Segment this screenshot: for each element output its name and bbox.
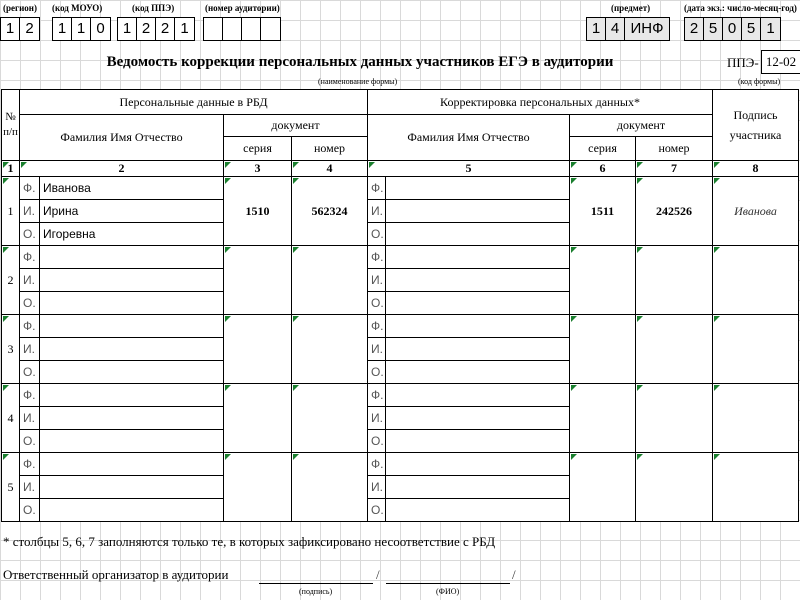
ppe-digit-cell: 1 bbox=[180, 20, 189, 37]
cell-marker bbox=[369, 162, 375, 168]
mouo-digit-cell: 1 bbox=[53, 18, 72, 40]
col-index: 4 bbox=[292, 161, 368, 177]
corr-fio-label: Ф. bbox=[368, 315, 386, 338]
corr-fio-label: О. bbox=[368, 223, 386, 246]
sign-caption: (подпись) bbox=[299, 587, 333, 596]
corr-fio-value[interactable] bbox=[386, 476, 570, 499]
exam-date-boxes bbox=[684, 17, 781, 41]
cell-marker bbox=[225, 385, 231, 391]
corr-fio-value[interactable] bbox=[386, 384, 570, 407]
cell-marker bbox=[225, 247, 231, 253]
rbd-fio-value bbox=[40, 453, 224, 476]
rbd-number-value bbox=[292, 453, 368, 522]
rbd-fio-label: Ф. bbox=[20, 384, 40, 407]
correction-table bbox=[1, 89, 799, 522]
region-code-boxes bbox=[0, 17, 40, 41]
col-index: 1 bbox=[2, 161, 20, 177]
col-index: 8 bbox=[713, 161, 799, 177]
row-number: 4 bbox=[2, 384, 20, 453]
mouo-label: (код МОУО) bbox=[52, 3, 103, 13]
ppe-label: (код ППЭ) bbox=[132, 3, 175, 13]
date-digit-cell: 1 bbox=[766, 20, 775, 37]
cell-marker bbox=[637, 316, 643, 322]
fio-caption: (ФИО) bbox=[436, 587, 460, 596]
row-number: 3 bbox=[2, 315, 20, 384]
cell-marker bbox=[571, 162, 577, 168]
rbd-fio-value: Игоревна bbox=[40, 223, 224, 246]
rbd-series-header: серия bbox=[224, 137, 292, 161]
cell-marker bbox=[637, 178, 643, 184]
rbd-fio-label: О. bbox=[20, 223, 40, 246]
cell-marker bbox=[571, 385, 577, 391]
region-label: (регион) bbox=[3, 3, 37, 13]
corr-fio-value[interactable] bbox=[386, 315, 570, 338]
cell-marker bbox=[225, 454, 231, 460]
cell-marker bbox=[637, 454, 643, 460]
participant-signature[interactable] bbox=[713, 246, 799, 315]
region-digit-cell: 1 bbox=[1, 18, 20, 40]
corr-fio-label: О. bbox=[368, 430, 386, 453]
participant-row bbox=[2, 246, 799, 269]
participant-row bbox=[2, 315, 799, 338]
corr-fio-label: Ф. bbox=[368, 177, 386, 200]
corr-fio-value[interactable] bbox=[386, 246, 570, 269]
cell-marker bbox=[714, 454, 720, 460]
rbd-number-value: 562324 bbox=[292, 177, 368, 246]
corr-fio-value[interactable] bbox=[386, 200, 570, 223]
ppe-digit-cell: 1 bbox=[118, 18, 137, 40]
rbd-fio-value: Ирина bbox=[40, 200, 224, 223]
participant-row bbox=[2, 177, 799, 200]
mouo-code-boxes bbox=[52, 17, 111, 41]
rbd-document-header: документ bbox=[224, 115, 368, 137]
corr-fio-value[interactable] bbox=[386, 453, 570, 476]
rbd-fio-label: О. bbox=[20, 361, 40, 384]
corr-fio-value[interactable] bbox=[386, 361, 570, 384]
col-num-header: № п/п bbox=[2, 90, 20, 161]
corr-fio-value[interactable] bbox=[386, 338, 570, 361]
rbd-fio-label: Ф. bbox=[20, 453, 40, 476]
col-index: 3 bbox=[224, 161, 292, 177]
mouo-digit-cell: 1 bbox=[72, 18, 91, 40]
rbd-series-value bbox=[224, 453, 292, 522]
cell-marker bbox=[714, 162, 720, 168]
participant-signature[interactable] bbox=[713, 453, 799, 522]
cell-marker bbox=[571, 178, 577, 184]
corr-series-value[interactable] bbox=[570, 384, 636, 453]
rbd-fio-value bbox=[40, 361, 224, 384]
corr-fio-label: Ф. bbox=[368, 453, 386, 476]
corr-series-value[interactable] bbox=[570, 315, 636, 384]
region-digit-cell: 2 bbox=[25, 20, 34, 37]
signature-line[interactable] bbox=[259, 583, 373, 584]
cell-marker bbox=[21, 162, 27, 168]
date-digit-cell: 2 bbox=[685, 18, 704, 40]
cell-marker bbox=[3, 247, 9, 253]
room-number-boxes[interactable] bbox=[203, 17, 281, 41]
corr-fio-label: И. bbox=[368, 476, 386, 499]
rbd-fio-label: О. bbox=[20, 499, 40, 522]
cell-marker bbox=[637, 162, 643, 168]
exam-date-label: (дата экз.: число-месяц-год) bbox=[684, 3, 797, 13]
cell-marker bbox=[293, 247, 299, 253]
cell-marker bbox=[293, 162, 299, 168]
rbd-fio-value: Иванова bbox=[40, 177, 224, 200]
rbd-number-header: номер bbox=[292, 137, 368, 161]
corr-fio-value[interactable] bbox=[386, 223, 570, 246]
footnote: * столбцы 5, 6, 7 заполняются только те, в которых зафиксировано несоответствие с РБД bbox=[3, 534, 496, 549]
corr-number-value[interactable] bbox=[636, 246, 713, 315]
row-number: 5 bbox=[2, 453, 20, 522]
cell-marker bbox=[714, 385, 720, 391]
row-number: 2 bbox=[2, 246, 20, 315]
corr-fio-value[interactable] bbox=[386, 292, 570, 315]
corr-number-value[interactable]: 242526 bbox=[636, 177, 713, 246]
corr-number-value[interactable] bbox=[636, 315, 713, 384]
participant-row bbox=[2, 384, 799, 407]
cell-marker bbox=[293, 454, 299, 460]
participant-signature[interactable] bbox=[713, 384, 799, 453]
date-digit-cell: 5 bbox=[742, 18, 761, 40]
rbd-number-value bbox=[292, 384, 368, 453]
corr-fio-header: Фамилия Имя Отчество bbox=[368, 115, 570, 161]
corr-fio-label: И. bbox=[368, 269, 386, 292]
rbd-fio-value bbox=[40, 315, 224, 338]
rbd-fio-label: И. bbox=[20, 200, 40, 223]
slash-separator: / bbox=[512, 567, 516, 582]
form-code-box: 12-02 bbox=[761, 50, 800, 74]
slash-separator: / bbox=[376, 567, 380, 582]
cell-marker bbox=[3, 385, 9, 391]
col-index: 5 bbox=[368, 161, 570, 177]
corr-document-header: документ bbox=[570, 115, 713, 137]
rbd-fio-label: И. bbox=[20, 476, 40, 499]
cell-marker bbox=[714, 316, 720, 322]
corr-series-value[interactable] bbox=[570, 246, 636, 315]
cell-marker bbox=[3, 162, 9, 168]
participant-signature[interactable]: Иванова bbox=[713, 177, 799, 246]
corr-series-header: серия bbox=[570, 137, 636, 161]
form-title: Ведомость коррекции персональных данных участников ЕГЭ в аудитории bbox=[106, 54, 614, 70]
cell-marker bbox=[3, 178, 9, 184]
rbd-fio-value bbox=[40, 269, 224, 292]
form-code-caption: (код формы) bbox=[738, 77, 781, 86]
col-index: 6 bbox=[570, 161, 636, 177]
rbd-fio-value bbox=[40, 476, 224, 499]
date-digit-cell: 0 bbox=[723, 18, 742, 40]
rbd-fio-value bbox=[40, 430, 224, 453]
rbd-fio-label: И. bbox=[20, 269, 40, 292]
rbd-series-value bbox=[224, 315, 292, 384]
cell-marker bbox=[571, 247, 577, 253]
ppe-digit-cell: 2 bbox=[137, 18, 156, 40]
corr-fio-label: И. bbox=[368, 407, 386, 430]
cell-marker bbox=[637, 247, 643, 253]
participant-signature[interactable] bbox=[713, 315, 799, 384]
rbd-fio-label: Ф. bbox=[20, 246, 40, 269]
corr-fio-value[interactable] bbox=[386, 407, 570, 430]
col-index: 7 bbox=[636, 161, 713, 177]
corr-fio-label: Ф. bbox=[368, 384, 386, 407]
rbd-fio-label: О. bbox=[20, 430, 40, 453]
correction-group-header: Корректировка персональных данных* bbox=[368, 90, 713, 115]
cell-marker bbox=[293, 316, 299, 322]
rbd-fio-label: О. bbox=[20, 292, 40, 315]
fio-line[interactable] bbox=[386, 583, 510, 584]
corr-fio-label: Ф. bbox=[368, 246, 386, 269]
rbd-number-value bbox=[292, 246, 368, 315]
room-digit-cell[interactable] bbox=[261, 18, 280, 40]
cell-marker bbox=[3, 454, 9, 460]
cell-marker bbox=[293, 178, 299, 184]
rbd-number-value bbox=[292, 315, 368, 384]
subject-label: (предмет) bbox=[611, 3, 651, 13]
subject-code-boxes bbox=[586, 17, 670, 41]
ppe-code-boxes bbox=[117, 17, 195, 41]
cell-marker bbox=[714, 178, 720, 184]
rbd-fio-label: И. bbox=[20, 338, 40, 361]
cell-marker bbox=[293, 385, 299, 391]
rbd-fio-label: Ф. bbox=[20, 315, 40, 338]
rbd-fio-label: И. bbox=[20, 407, 40, 430]
participant-row bbox=[2, 453, 799, 476]
rbd-series-value: 1510 bbox=[224, 177, 292, 246]
ppe-digit-cell: 2 bbox=[156, 18, 175, 40]
form-code-prefix: ППЭ- bbox=[727, 55, 759, 70]
cell-marker bbox=[225, 162, 231, 168]
cell-marker bbox=[714, 247, 720, 253]
col-index: 2 bbox=[20, 161, 224, 177]
corr-fio-value[interactable] bbox=[386, 177, 570, 200]
rbd-fio-value bbox=[40, 407, 224, 430]
corr-number-header: номер bbox=[636, 137, 713, 161]
subject-digit-cell: 1 bbox=[587, 18, 606, 40]
cell-marker bbox=[3, 316, 9, 322]
rbd-fio-value bbox=[40, 292, 224, 315]
corr-fio-value[interactable] bbox=[386, 269, 570, 292]
corr-number-value[interactable] bbox=[636, 384, 713, 453]
rbd-fio-value bbox=[40, 246, 224, 269]
corr-number-value[interactable] bbox=[636, 453, 713, 522]
cell-marker bbox=[571, 316, 577, 322]
organizer-label: Ответственный организатор в аудитории bbox=[3, 567, 229, 582]
rbd-series-value bbox=[224, 384, 292, 453]
corr-fio-label: О. bbox=[368, 292, 386, 315]
date-digit-cell: 5 bbox=[704, 18, 723, 40]
rbd-fio-value bbox=[40, 384, 224, 407]
room-digit-cell[interactable] bbox=[242, 18, 261, 40]
cell-marker bbox=[225, 178, 231, 184]
signature-header: Подпись участника bbox=[713, 90, 799, 161]
corr-fio-label: И. bbox=[368, 200, 386, 223]
corr-series-value[interactable]: 1511 bbox=[570, 177, 636, 246]
corr-fio-label: И. bbox=[368, 338, 386, 361]
cell-marker bbox=[637, 385, 643, 391]
corr-fio-label: О. bbox=[368, 499, 386, 522]
corr-series-value[interactable] bbox=[570, 453, 636, 522]
form-name-caption: (наименование формы) bbox=[318, 77, 398, 86]
rbd-fio-value bbox=[40, 338, 224, 361]
rbd-fio-value bbox=[40, 499, 224, 522]
subject-digit-cell: ИНФ bbox=[630, 20, 664, 37]
room-digit-cell[interactable] bbox=[223, 18, 242, 40]
rbd-group-header: Персональные данные в РБД bbox=[20, 90, 368, 115]
cell-marker bbox=[571, 454, 577, 460]
rbd-fio-label: Ф. bbox=[20, 177, 40, 200]
subject-digit-cell: 4 bbox=[606, 18, 625, 40]
room-digit-cell[interactable] bbox=[204, 18, 223, 40]
corr-fio-value[interactable] bbox=[386, 430, 570, 453]
room-label: (номер аудитории) bbox=[205, 3, 280, 13]
corr-fio-label: О. bbox=[368, 361, 386, 384]
cell-marker bbox=[225, 316, 231, 322]
row-number: 1 bbox=[2, 177, 20, 246]
rbd-series-value bbox=[224, 246, 292, 315]
corr-fio-value[interactable] bbox=[386, 499, 570, 522]
rbd-fio-header: Фамилия Имя Отчество bbox=[20, 115, 224, 161]
mouo-digit-cell: 0 bbox=[96, 20, 105, 37]
